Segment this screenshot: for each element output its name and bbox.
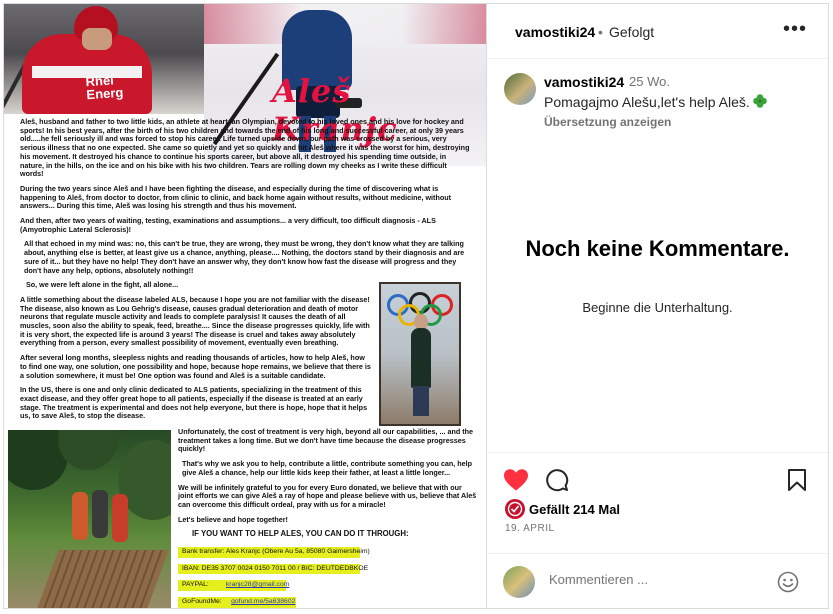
current-user-avatar (503, 566, 535, 598)
heart-icon[interactable] (503, 468, 529, 492)
photo-olympic-rings (379, 282, 461, 426)
comment-bar (487, 553, 828, 609)
photo-hockey-player-red (4, 4, 204, 114)
donate-paragraph: Let's believe and hope together! (178, 514, 288, 524)
likes-count[interactable]: Gefällt 214 Mal (529, 502, 621, 517)
photo-family-hike (8, 430, 171, 608)
article-paragraph: After several long months, sleepless nights and reading thousands of articles, how to help Aleš, how to find one way, one solution, one possibility and hope, because hope remains, we believe that there is a solution somewhere, it must be! One option was found and Aleš is a suitable candidate. (20, 353, 371, 380)
gofundme-link[interactable]: gofund.me/5a638602 (231, 598, 296, 606)
article-paragraph: During the two years since Aleš and I have been fighting the disease, and especially during the time of discovering what is happening to Aleš, from doctor to doctor, from clinic to clinic, and back home again without results, without medicine, without answers... During this time, Aleš was losing his strength and thus his movement. (20, 183, 452, 211)
post-title-script: Aleš Kranjc (272, 72, 398, 148)
post-image[interactable] (4, 4, 487, 608)
more-options-icon[interactable]: ••• (783, 18, 808, 40)
caption-username[interactable]: vamostiki24 (544, 74, 625, 90)
translate-link[interactable]: Übersetzung anzeigen (544, 115, 672, 129)
header-username[interactable]: vamostiki24 (515, 24, 596, 40)
caption-avatar[interactable] (504, 73, 536, 105)
bank-transfer-line: Bank transfer: Ales Kranjc (Obere Au 5a, 85080 Gaimersheim) (178, 547, 360, 558)
comment-icon[interactable] (545, 468, 569, 492)
paypal-line: PAYPAL: kranjc28@gmail.com (178, 580, 286, 591)
donate-paragraph: We will be infinitely grateful to you for every Euro donated, we believe that with our joint efforts we can give Aleš a ray of hope and please believe with us, believe that Aleš can overcome this difficult ordeal, pray with us for a miracle! (178, 482, 477, 509)
caption-text: Pomagajmo Alešu,let's help Aleš. (544, 93, 768, 110)
post-date[interactable]: 19. APRIL (505, 523, 555, 534)
article-paragraph: So, we were left alone in the fight, all alone... (26, 280, 179, 290)
jersey-sponsor-text: Rhei Energ (85, 72, 124, 103)
no-comments-title: Noch keine Kommentare. (525, 236, 790, 261)
gofundme-line: GoFoundMe: gofund.me/5a638602 (178, 597, 296, 608)
iban-line: IBAN: DE35 3707 0024 0150 7011 00 / BIC: DEUTDEDBKOE (178, 564, 360, 575)
donation-info (178, 428, 478, 608)
article-paragraph: A little something about the disease labeled ALS, because I hope you are not familiar with the disease! The disease, also known as Lou Gehrig's disease, causes gradual deterioration and death of motor neurons that regulate muscle activity and leads to complete paralysis! It causes the death of all muscles, soon also the ability to speak, feed, breathe.... Since the disease progresses quickly, life with it is very short, the expected life is around 3 years! The disease is cruel and takes away absolutely everything from a person, every smallest possibility of movement, eventually even breathing. (20, 294, 370, 348)
post-sidebar (487, 4, 828, 608)
caption-time[interactable]: 25 Wo. (629, 74, 670, 89)
post-header (487, 4, 828, 59)
comment-input[interactable] (549, 572, 749, 587)
liker-avatar (505, 499, 525, 519)
emoji-icon[interactable] (777, 571, 799, 593)
header-separator: • (598, 24, 603, 40)
donate-paragraph: That's why we ask you to help, contribute a little, contribute something you can, help give Aleš a chance, help our little kids keep their father, at least a little longer... (182, 459, 473, 477)
four-leaf-clover-icon (752, 93, 768, 109)
article-paragraph: In the US, there is one and only clinic dedicated to ALS patients, specializing in the treatment of this exact disease, and they offer great hope to all patients, especially if the disease is treated at an early stage. The treatment is experimental and does not help everyone, but there is hope, hope that it helps us, to save Aleš, to stop the disease. (20, 385, 368, 421)
post-modal (3, 3, 829, 609)
donate-headline: IF YOU WANT TO HELP ALES, YOU CAN DO IT THROUGH: (192, 529, 409, 539)
bookmark-icon[interactable] (787, 468, 807, 492)
donate-paragraph: Unfortunately, the cost of treatment is very high, beyond all our capabilities, ... and the treatment takes a long time. But we don't have time because the disease progresses quickly! (178, 427, 474, 454)
paypal-email-link[interactable]: kranjc28@gmail.com (225, 581, 290, 589)
article-paragraph: All that echoed in my mind was: no, this can't be true, they are wrong, they must be wrong, they don't know what they are talking about, anything else is better, at least give us a chance, anything, please.... Nothing, the doctors stand by their diagnosis and are sure of it... but they have no help! They don't have an answer why, they don't know how fast the disease will progress and they don't have any help, options, absolutely nothing!! (24, 239, 465, 275)
follow-status-button[interactable]: Gefolgt (609, 24, 655, 40)
article-paragraph: And then, after two years of waiting, testing, examinations and assumptions... a very difficult, too difficult diagnosis - ALS (Amyotrophic Lateral Sclerosis)! (20, 216, 436, 234)
no-comments-subtitle: Beginne die Unterhaltung. (582, 300, 733, 315)
post-actions (487, 452, 828, 608)
article-paragraph: Aleš, husband and father to two little kids, an athlete at heart, an Olympian, devoted to his loved ones and his love for hockey and sports! In his best years, after the birth of his two children and towards the end of his long and successful career, at only 39 years old.....he fell seriously ill and was forced to stop his career. Life turned upside down, our path was crossed by a serious, very serious illness that no one expected. She came so quietly and yet so quickly and hit Aleš where it was the worst for him, destroying his movement. It destroyed his chance to continue his sports career, but above all, it destroyed his spending time outside, in nature, in the hills, on the ice and on his bike with his two children. Tears are rolling down my cheeks as I write these difficult words! (20, 117, 470, 179)
